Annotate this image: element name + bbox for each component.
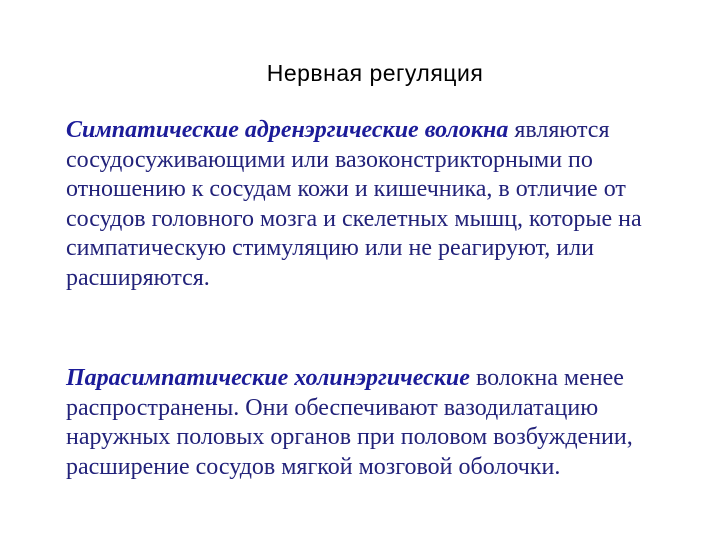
paragraph-sympathetic — [66, 116, 706, 294]
parasympathetic-body-text: волокна менее распространены. Они обеспечивают вазодилатацию наружных половых органов при половом возбуждении, расширение сосудов мягкой мозговой оболочки. — [66, 365, 633, 480]
paragraph-parasympathetic — [66, 364, 706, 482]
sympathetic-lead-text: Симпатические адренэргические волокна — [66, 117, 509, 143]
sympathetic-body-text: являются сосудосуживающими или вазоконстрикторными по отношению к сосудам кожи и кишечника, в отличие от сосудов головного мозга и скелетных мышц, которые на симпатическую стимуляцию или не реагируют, или расширяются. — [66, 117, 642, 291]
slide-title: Нервная регуляция — [266, 60, 484, 86]
parasympathetic-lead-text: Парасимпатические холинэргические — [66, 365, 470, 391]
